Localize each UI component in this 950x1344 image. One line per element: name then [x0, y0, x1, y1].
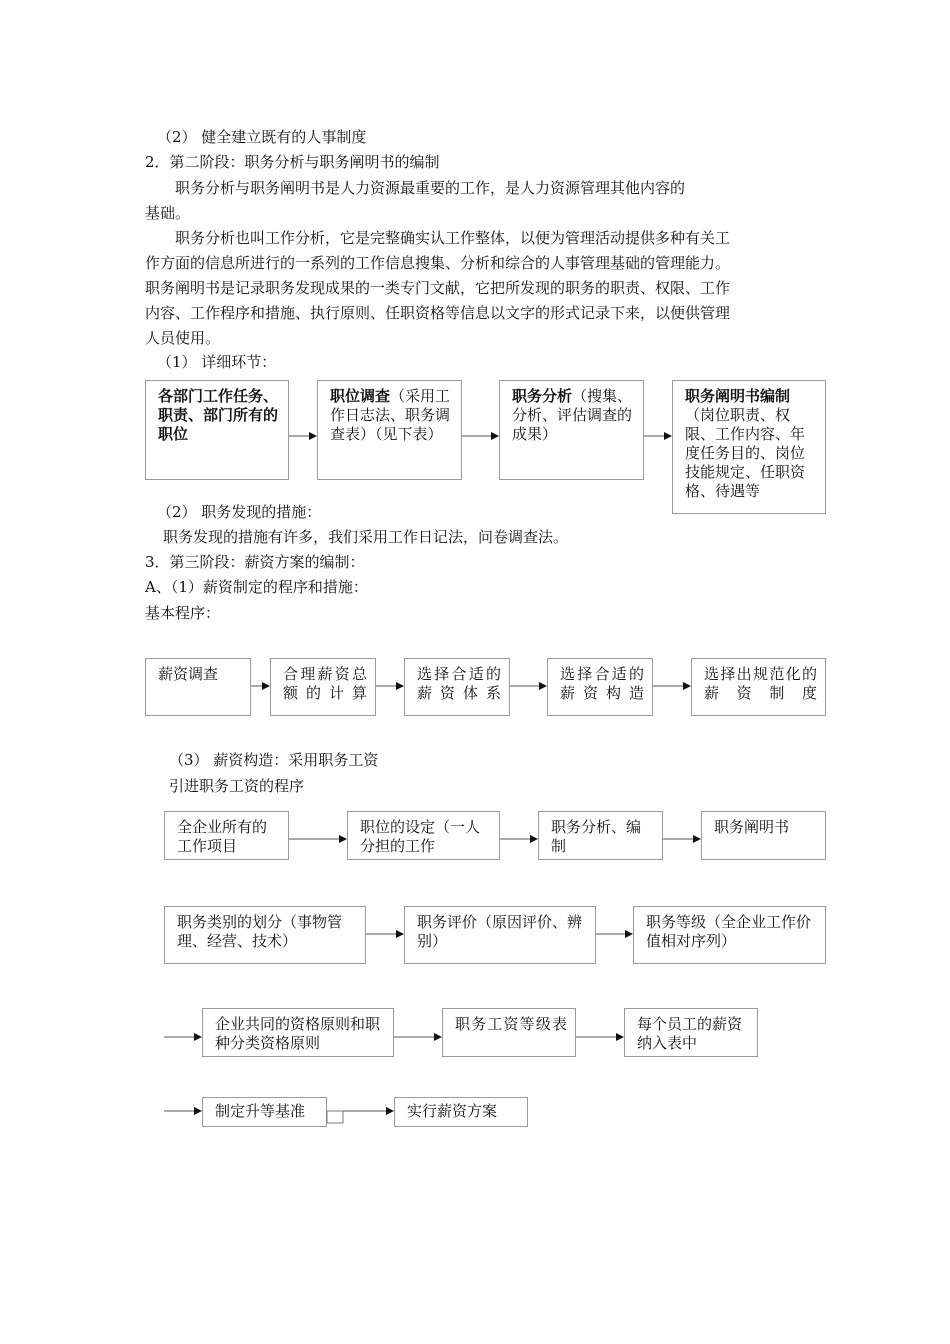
flow1-box-departments-text: 各部门工作任务、职责、部门所有的职位: [158, 387, 279, 443]
flow3-box-job-description: 职务阐明书: [701, 811, 826, 860]
flow3-box-job-analysis: 职务分析、编制: [538, 811, 663, 860]
paragraph-line: 职务发现的措施有许多，我们采用工作日记法，问卷调查法。: [163, 528, 569, 546]
flow1-box-title: 职务分析: [512, 387, 573, 405]
flow1-box-title: 职务阐明书编制: [685, 387, 791, 405]
flow3-box-implement-plan: 实行薪资方案: [394, 1097, 528, 1127]
flow3-box-promotion-criteria: 制定升等基准: [202, 1097, 327, 1127]
flow2-box-salary-system: 选择合适的薪资体系: [404, 658, 510, 716]
paragraph-line: 职务分析也叫工作分析，它是完整确实认工作整体，以便为管理活动提供多种有关工: [175, 229, 731, 247]
paragraph-line: 职务分析与职务阐明书是人力资源最重要的工作，是人力资源管理其他内容的: [175, 179, 686, 197]
list-item-2: （2） 健全建立既有的人事制度: [157, 128, 367, 146]
section-3-heading: 3．第三阶段：薪资方案的编制：: [145, 553, 365, 571]
connector-notch: [327, 1111, 343, 1123]
flow1-box-title: 职位调查: [330, 387, 391, 405]
subheading-salary-structure: （3） 薪资构造：采用职务工资: [169, 751, 379, 769]
paragraph-line: 职务阐明书是记录职务发现成果的一类专门文献，它把所发现的职务的职责、权限、工作: [145, 279, 731, 297]
flow2-box-standard-system: 选择出规范化的薪资制度: [691, 658, 826, 716]
flow3-box-job-classification: 职务类别的划分（事物管理、经营、技术）: [164, 906, 366, 964]
subheading-procedure: A、（1）薪资制定的程序和措施：: [145, 578, 368, 596]
flow3-box-work-items: 全企业所有的工作项目: [164, 811, 289, 860]
flow3-box-employee-salary: 每个员工的薪资纳入表中: [624, 1008, 758, 1057]
flow2-box-salary-structure: 选择合适的薪资构造: [547, 658, 653, 716]
flow3-box-job-evaluation: 职务评价（原因评价、辨别）: [404, 906, 596, 964]
flow1-box-body: （岗位职责、权限、工作内容、年度任务目的、岗位技能规定、任职资格、待遇等: [685, 406, 806, 500]
paragraph-line: 作方面的信息所进行的一系列的工作信息搜集、分析和综合的人事管理基础的管理能力。: [145, 254, 731, 272]
flow3-box-wage-grade-table: 职务工资等级表: [442, 1008, 576, 1057]
flow3-box-job-grade: 职务等级（全企业工作价值相对序列）: [633, 906, 826, 964]
paragraph-line: 人员使用。: [145, 329, 221, 347]
subheading-basic-procedure: 基本程序：: [145, 604, 221, 622]
flow1-box-body: （搜集、分析、评估调查的成果）: [512, 387, 633, 443]
subheading-detail-steps: （1） 详细环节：: [157, 353, 277, 371]
flow3-box-position-setting: 职位的设定（一人分担的工作: [347, 811, 500, 860]
section-2-heading: 2．第二阶段：职务分析与职务阐明书的编制: [145, 153, 440, 171]
flow3-box-qualification-principles: 企业共同的资格原则和职种分类资格原则: [202, 1008, 394, 1057]
subheading-discovery-methods: （2） 职务发现的措施：: [157, 503, 322, 521]
paragraph-line: 内容、工作程序和措施、执行原则、任职资格等信息以文字的形式记录下来，以便供管理: [145, 304, 731, 322]
flow2-box-total-calc: 合理薪资总额的计算: [270, 658, 376, 716]
flow1-box-body: （采用工作日志法、职务调查表）（见下表）: [330, 387, 451, 443]
flow2-box-salary-survey: 薪资调查: [145, 658, 251, 716]
subheading-introduce-procedure: 引进职务工资的程序: [169, 777, 305, 795]
paragraph-line: 基础。: [145, 204, 191, 222]
